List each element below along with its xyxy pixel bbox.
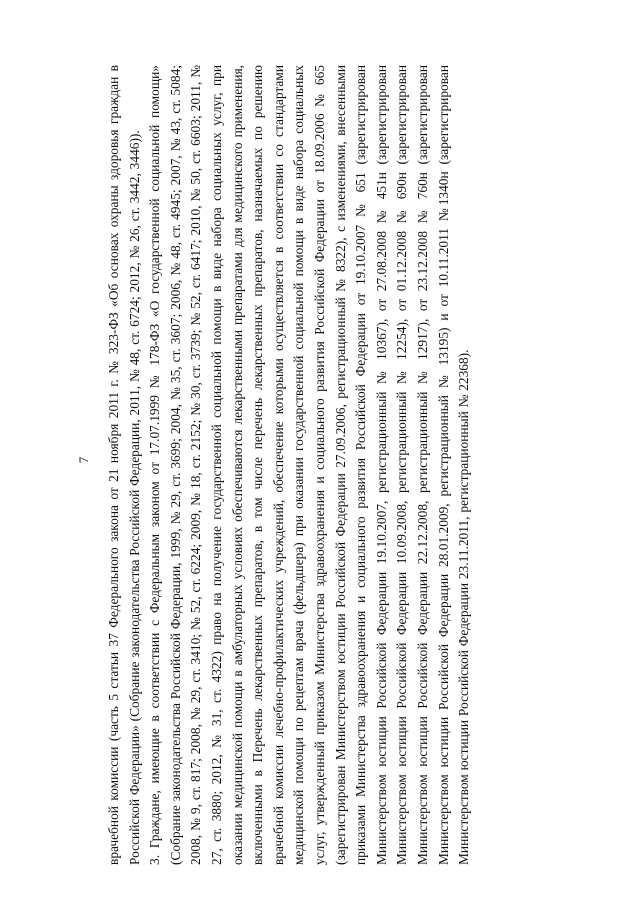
paragraph-continuation: врачебной комиссии (часть 5 статьи 37 Федерального закона от 21 ноября 2011 г. № 323-ФЗ «Об основах охраны здоровья граждан в Российской Федерации» (Собрание законодательства Российской Федерации, 2011, № 48, ст. 6724; 2012, № 26, ст. 3442, 3446)). (106, 65, 142, 865)
rotated-text-block (76, 55, 596, 865)
paragraph-item-3: 3. Граждане, имеющие в соответствии с Федеральным законом от 17.07.1999 № 178-ФЗ «О государственной социальной помощи» (Собрание законодательства Российской Федерации, 1999, № 29, ст. 3699; 2004, № 35, ст. 3607; 2006, № 48, ст. 4945; 2007, № 43, ст. 5084; 2008, № 9, ст. 817; 2008, № 29, ст. 3410; № 52, ст. 6224; 2009, № 18, ст. 2152; № 30, ст. 3739; № 52, ст. 6417; 2010, № 50, ст. 6603; 2011, № 27, ст. 3880; 2012, № 31, ст. 4322) право на получение государственной социальной помощи в виде набора социальных услуг, при оказании медицинской помощи в амбулаторных условиях обеспечиваются лекарственными препаратами для медицинского применения, включенными в Перечень лекарственных препаратов, в том числе перечень лекарственных препаратов, назначаемых по решению врачебной комиссии лечебно-профилактических учреждений, обеспечение которыми осуществляется в соответствии со стандартами медицинской помощи по рецептам врача (фельдшера) при оказании государственной социальной помощи в виде набора социальных услуг, утвержденный приказом Министерства здравоохранения и социального развития Российской Федерации от 18.09.2006 № 665 (зарегистрирован Министерством юстиции Российской Федерации 27.09.2006, регистрационный № 8322), с изменениями, внесенными приказами Министерства здравоохранения и социального развития Российской Федерации от 19.10.2007 № 651 (зарегистрирован Министерством юстиции Российской Федерации 19.10.2007, регистрационный № 10367), от 27.08.2008 № 451н (зарегистрирован Министерством юстиции Российской Федерации 10.09.2008, регистрационный № 12254), от 01.12.2008 № 690н (зарегистрирован Министерством юстиции Российской Федерации 22.12.2008, регистрационный № 12917), от 23.12.2008 № 760н (зарегистрирован Министерством юстиции Российской Федерации 28.01.2009, регистрационный № 13195) и от 10.11.2011 №1340н (зарегистрирован Министерством юстиции Российской Федерации 23.11.2011, регистрационный № 22368). (147, 65, 472, 865)
page-number: 7 (76, 456, 91, 464)
document-body (104, 65, 475, 865)
